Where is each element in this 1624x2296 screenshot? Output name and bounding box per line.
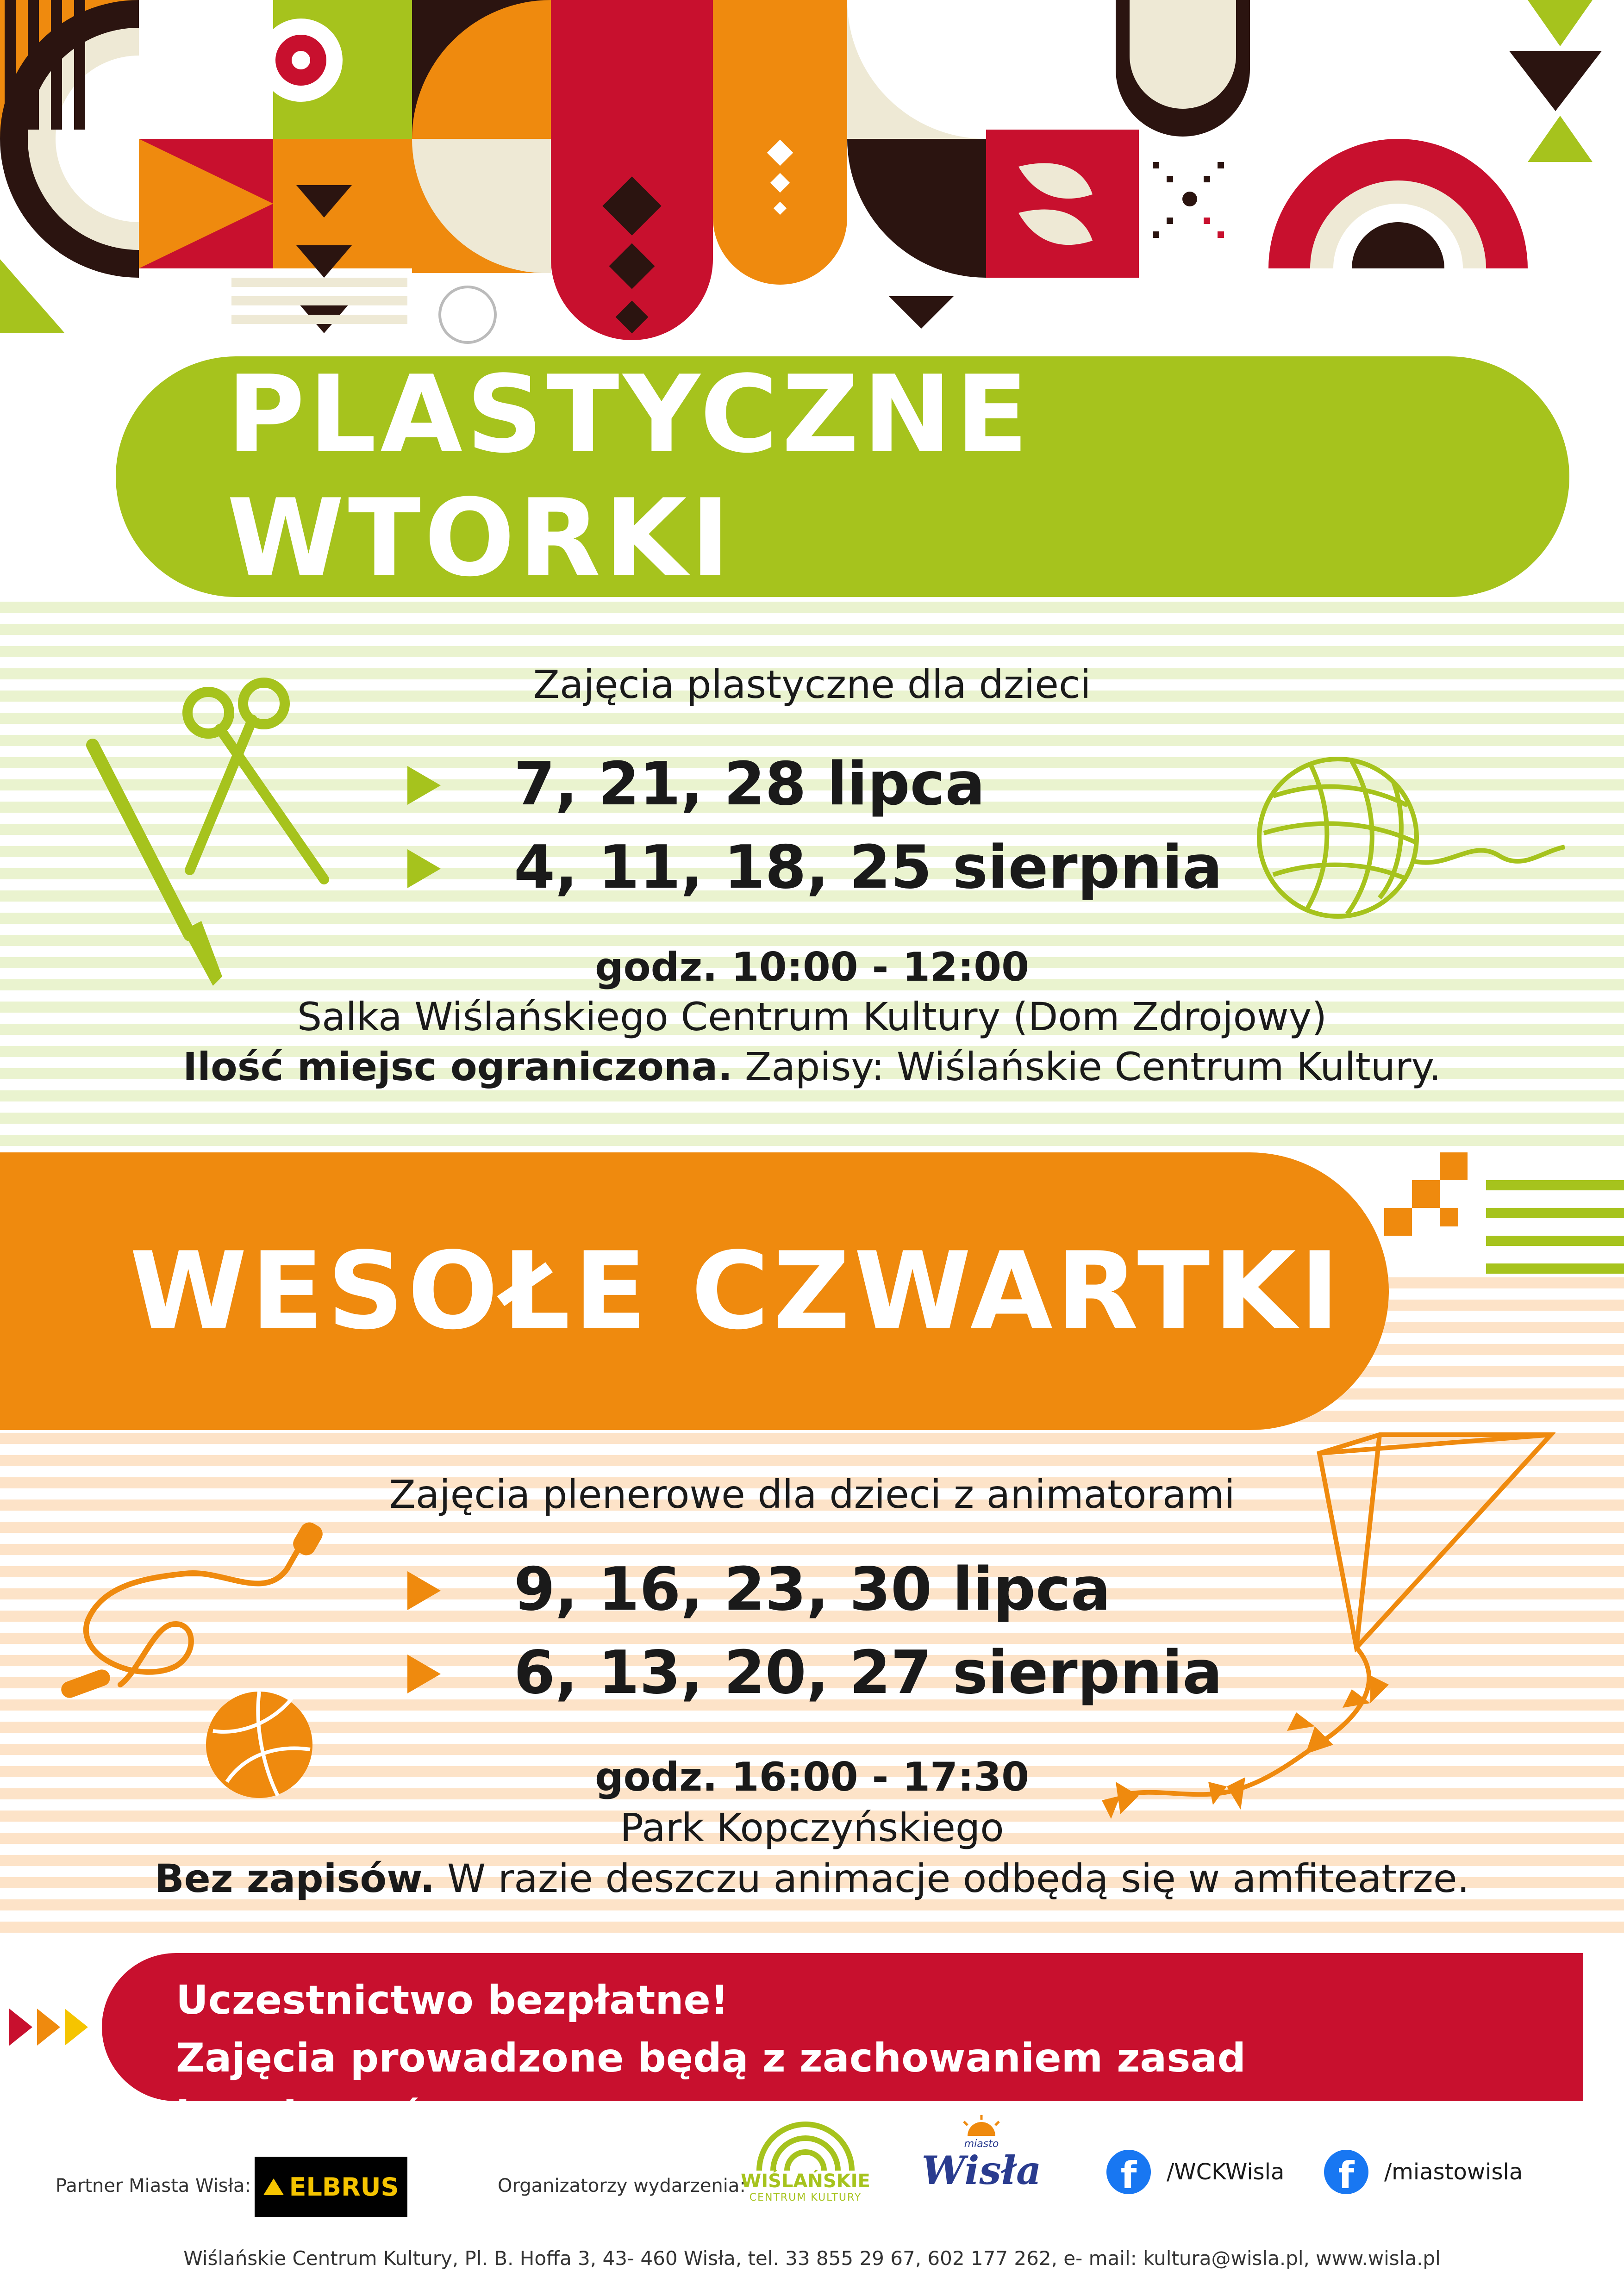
section2-title: WESOŁE CZWARTKI xyxy=(130,1229,1343,1353)
section1-note-bold: Ilość miejsc ograniczona. xyxy=(183,1044,733,1089)
city-wisla-logo xyxy=(917,2115,1046,2217)
section2-place: Park Kopczyńskiego xyxy=(620,1805,1004,1850)
section1-dates-august: 4, 11, 18, 25 sierpnia xyxy=(514,833,1223,902)
section1-hours: godz. 10:00 - 12:00 xyxy=(595,944,1029,990)
section2-note xyxy=(0,1856,1624,1901)
section1-title: PLASTYCZNE WTORKI xyxy=(227,353,1032,600)
section1-date-arrow-2 xyxy=(407,849,441,888)
triple-arrow-decoration xyxy=(9,1999,102,2055)
sun-icon xyxy=(954,2115,1009,2138)
section2-hours: godz. 16:00 - 17:30 xyxy=(595,1754,1029,1800)
section1-note-rest: Zapisy: Wiślańskie Centrum Kultury. xyxy=(732,1044,1441,1089)
section1-title-banner xyxy=(116,353,1569,600)
section2-title-banner xyxy=(0,1152,1389,1430)
section2-dates-july: 9, 16, 23, 30 lipca xyxy=(514,1555,1111,1624)
facebook-icon[interactable]: f xyxy=(1106,2150,1151,2194)
elbrus-logo xyxy=(255,2157,407,2217)
elbrus-mountain-icon xyxy=(263,2178,284,2195)
section2-dates-august: 6, 13, 20, 27 sierpnia xyxy=(514,1638,1223,1707)
facebook-city-link[interactable]: /miastowisla xyxy=(1384,2159,1523,2185)
section1-date-arrow-1 xyxy=(407,766,441,805)
section1-note xyxy=(0,1044,1624,1089)
section1-subtitle: Zajęcia plastyczne dla dzieci xyxy=(533,662,1091,707)
section2-note-bold: Bez zapisów. xyxy=(154,1856,435,1901)
geometric-header-decoration xyxy=(0,0,1624,352)
wck-logo-line1: WIŚLAŃSKIE xyxy=(741,2171,870,2192)
pixel-squares-decoration xyxy=(1384,1152,1624,1319)
city-logo-small: miasto xyxy=(964,2138,999,2150)
wck-arch-icon xyxy=(750,2120,861,2171)
partner-label: Partner Miasta Wisła: xyxy=(56,2175,251,2196)
wck-logo-line2: CENTRUM KULTURY xyxy=(749,2192,862,2203)
section2-subtitle: Zajęcia plenerowe dla dzieci z animatorami xyxy=(389,1472,1235,1517)
free-participation-notice xyxy=(102,1953,1583,2139)
section2-date-arrow-1 xyxy=(407,1571,441,1610)
section1-dates-july: 7, 21, 28 lipca xyxy=(514,750,985,819)
yarn-ball-icon xyxy=(1241,740,1574,935)
jump-rope-icon xyxy=(46,1518,343,1712)
notice-line-2: Zajęcia prowadzone będą z zachowaniem zasad bezpieczeństwa. xyxy=(176,2035,1246,2139)
organizers-label: Organizatorzy wydarzenia: xyxy=(498,2175,746,2196)
section2-date-arrow-2 xyxy=(407,1655,441,1693)
city-logo-name: Wisła xyxy=(921,2147,1042,2193)
wck-logo xyxy=(741,2120,870,2212)
section1-place: Salka Wiślańskiego Centrum Kultury (Dom Zdrojowy) xyxy=(297,994,1327,1039)
section2-note-rest: W razie deszczu animacje odbędą się w amfiteatrze. xyxy=(435,1856,1470,1901)
notice-line-1: Uczestnictwo bezpłatne! xyxy=(176,1977,729,2023)
footer-address: Wiślańskie Centrum Kultury, Pl. B. Hoffa 3, 43- 460 Wisła, tel. 33 855 29 67, 602 177 262, e- mail: kultura@wisla.pl, www.wisla.pl xyxy=(183,2247,1441,2270)
elbrus-logo-text: ELBRUS xyxy=(289,2172,399,2202)
facebook-wck-link[interactable]: /WCKWisla xyxy=(1167,2159,1285,2185)
facebook-icon[interactable]: f xyxy=(1324,2150,1368,2194)
